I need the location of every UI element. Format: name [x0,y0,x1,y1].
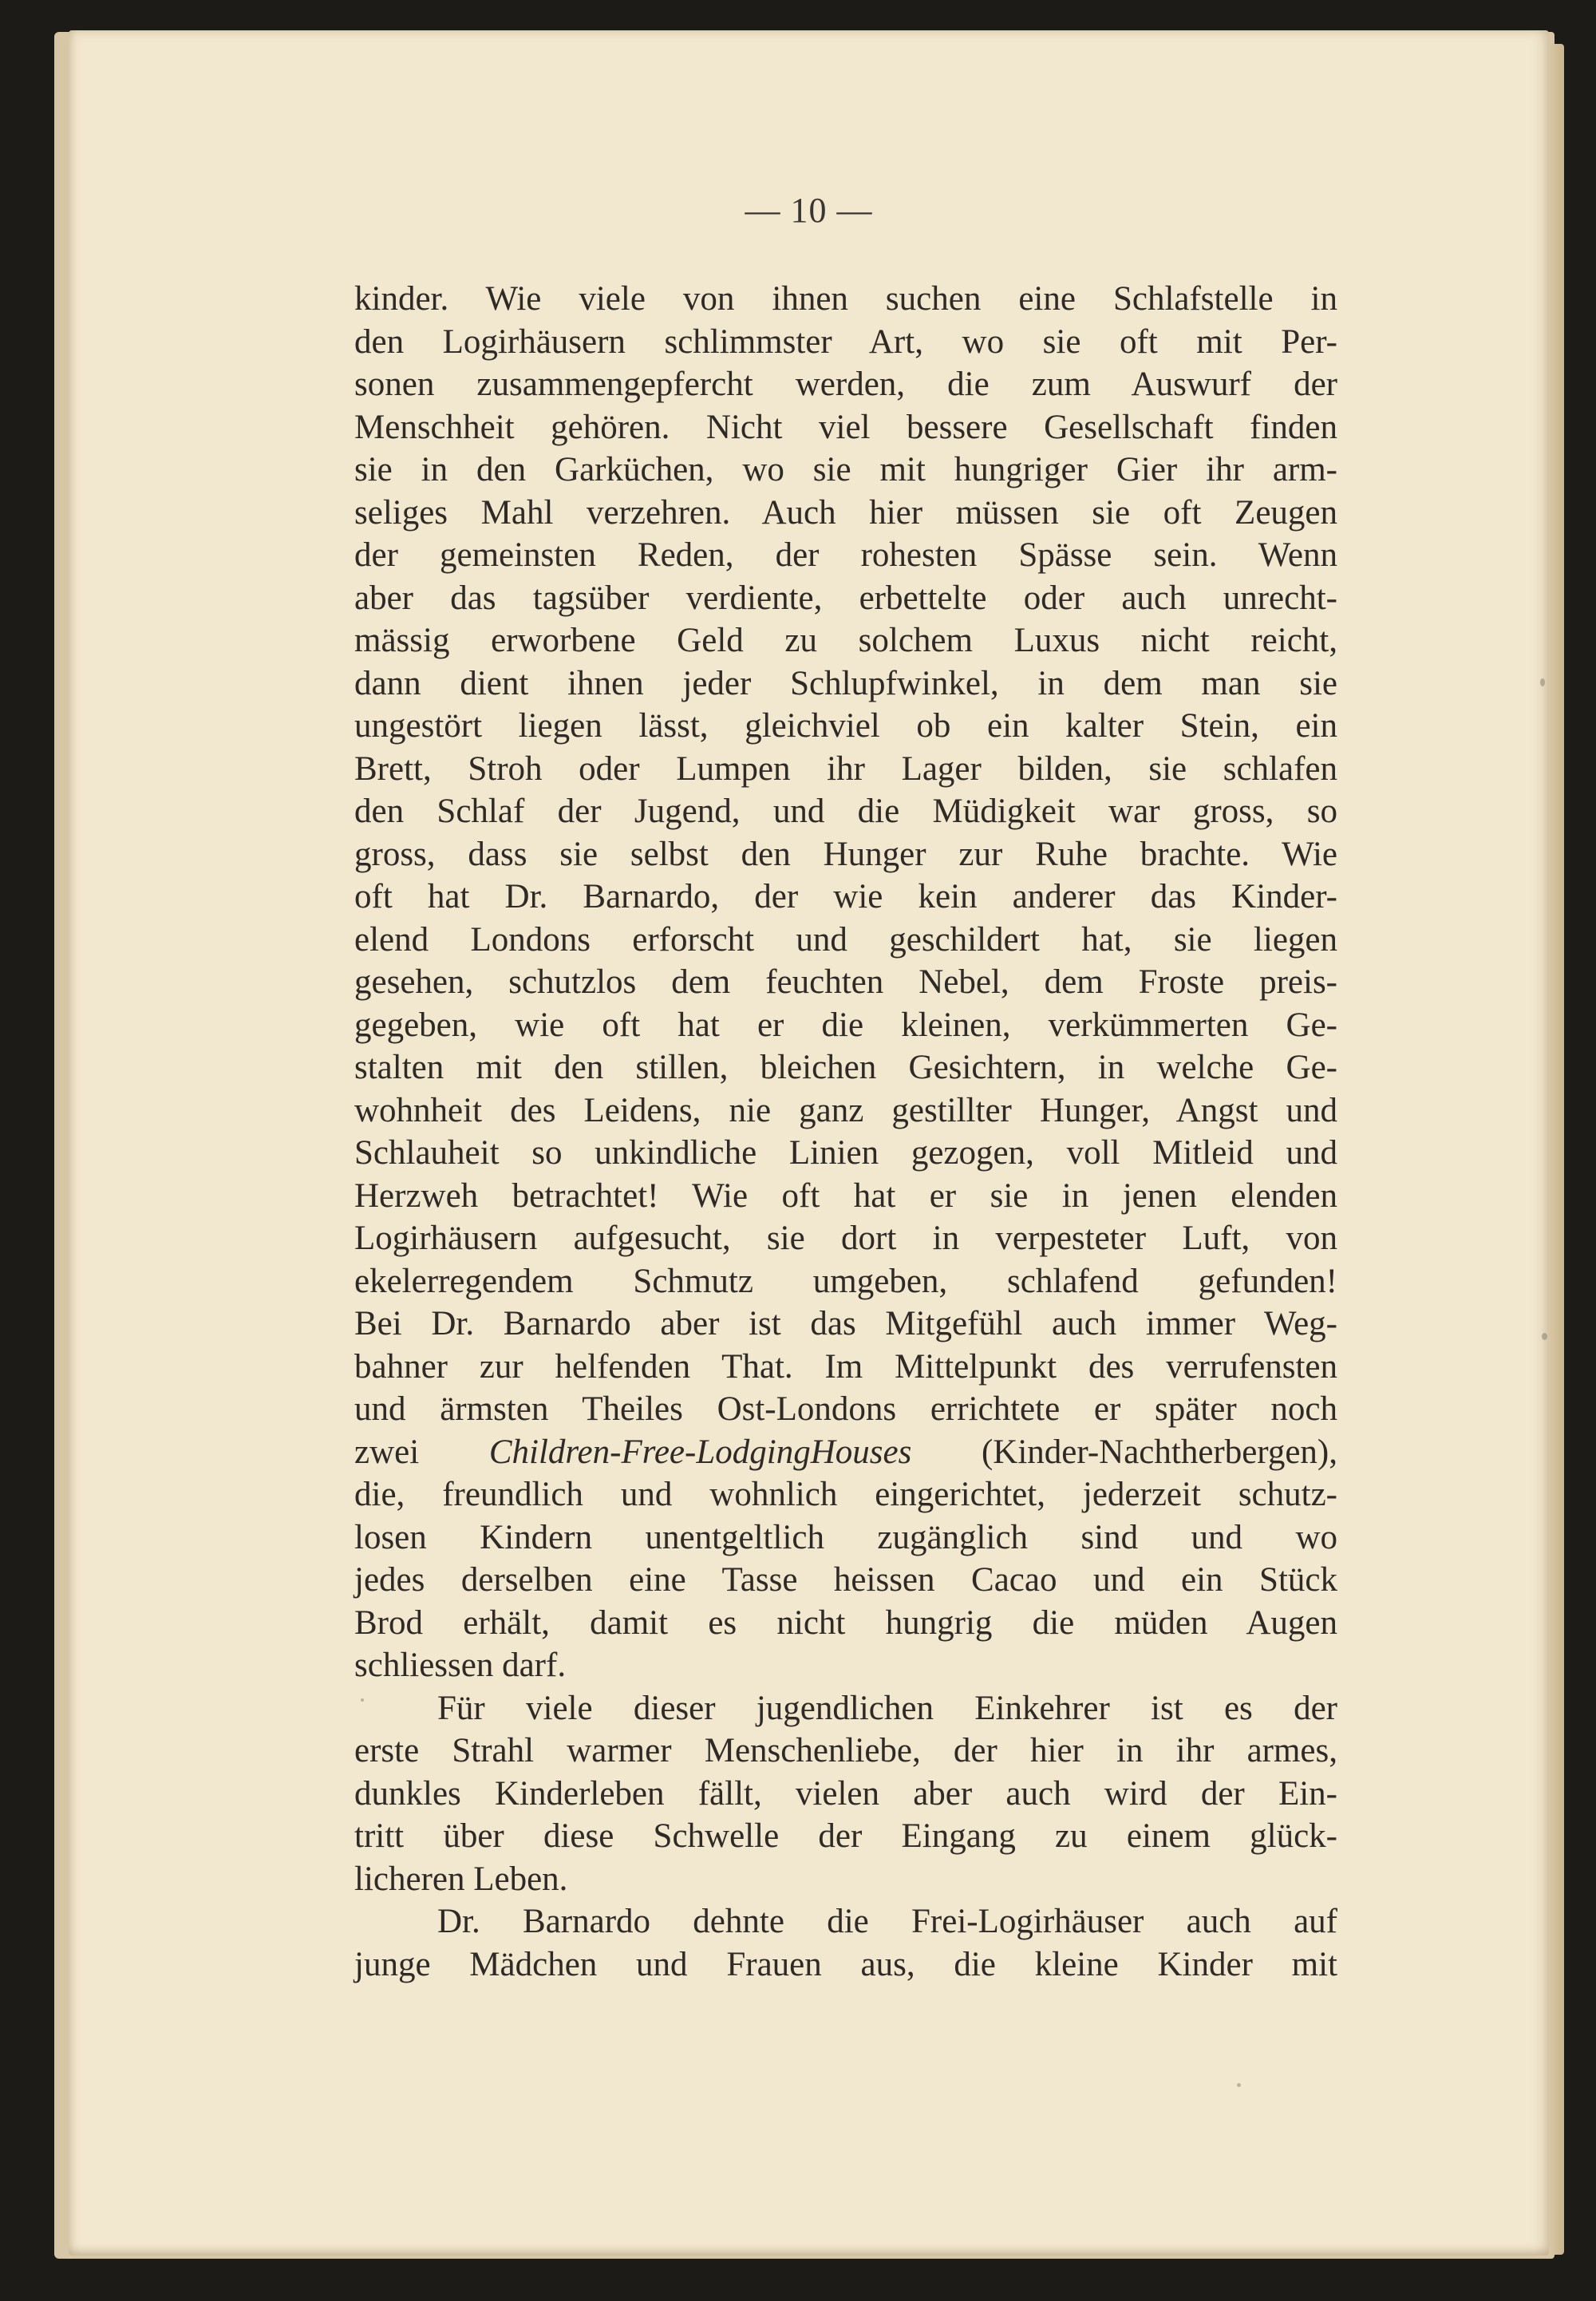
text-line: ekelerregendem Schmutz umgeben, schlafend gefunden! [354,1262,1337,1300]
text-line: Menschheit gehören. Nicht viel bessere Gesellschaft finden [354,408,1337,446]
text-line: oft hat Dr. Barnardo, der wie kein anderer das Kinder- [354,878,1337,915]
page-number: — 10 — [745,191,873,230]
text-line: Herzweh betrachtet! Wie oft hat er sie in jenen elenden [354,1176,1337,1215]
body-text [354,278,1337,1986]
text-line: mässig erworbene Geld zu solchem Luxus nicht reicht, [354,622,1337,659]
text-line: sie in den Garküchen, wo sie mit hungriger Gier ihr arm- [354,451,1337,488]
text-line: Brod erhält, damit es nicht hungrig die müden Augen [354,1603,1337,1642]
italic-term: Children-Free-LodgingHouses [488,1433,912,1471]
text-line: dunkles Kinderleben fällt, vielen aber auch wird der Ein- [354,1774,1337,1813]
text-line: elend Londons erforscht und geschildert hat, sie liegen [354,920,1337,959]
text-line: den Logirhäusern schlimmster Art, wo sie oft mit Per- [354,322,1337,361]
text-line: Für viele dieser jugendlichen Einkehrer ist es der [437,1689,1337,1727]
paper-speck [1540,678,1545,686]
text-line: Brett, Stroh oder Lumpen ihr Lager bilden, sie schlafen [354,749,1337,788]
page-edge [1548,44,1564,2255]
text-line: wohnheit des Leidens, nie ganz gestillter Hunger, Angst und [354,1091,1337,1129]
text-line: ungestört liegen lässt, gleichviel ob ein kalter Stein, ein [354,707,1337,745]
text-line: der gemeinsten Reden, der rohesten Spässe sein. Wenn [354,536,1337,574]
text-line: junge Mädchen und Frauen aus, die kleine Kinder mit [354,1945,1337,1983]
text-line: erste Strahl warmer Menschenliebe, der hier in ihr armes, [354,1732,1337,1769]
text-line: tritt über diese Schwelle der Eingang zu einem glück- [354,1817,1337,1855]
text-line: kinder. Wie viele von ihnen suchen eine Schlafstelle in [354,280,1337,318]
text-line: jedes derselben eine Tasse heissen Cacao und ein Stück [354,1561,1337,1599]
text-line: schliessen darf. [354,1647,567,1684]
text-line: losen Kindern unentgeltlich zugänglich sind und wo [354,1518,1337,1556]
text-line: stalten mit den stillen, bleichen Gesichtern, in welche Ge- [354,1049,1337,1086]
text-line: gross, dass sie selbst den Hunger zur Ruhe brachte. Wie [354,835,1337,873]
text-segment: (Kinder-Nachtherbergen), [911,1433,1338,1471]
text-line: Dr. Barnardo dehnte die Frei-Logirhäuser auch auf [437,1903,1337,1940]
text-line: Logirhäusern aufgesucht, sie dort in verpesteter Luft, von [354,1220,1337,1257]
text-line: aber das tagsüber verdiente, erbettelte oder auch unrecht- [354,579,1337,617]
text-line: seliges Mahl verzehren. Auch hier müssen sie oft Zeugen [354,493,1337,532]
text-line: bahner zur helfenden That. Im Mittelpunkt des verrufensten [354,1347,1337,1386]
text-line-with-italic [354,1431,1337,1474]
text-line: licheren Leben. [354,1860,568,1898]
text-line: die, freundlich und wohnlich eingerichtet, jederzeit schutz- [354,1476,1337,1513]
paper-speck [1542,1333,1547,1340]
text-line: Schlauheit so unkindliche Linien gezogen, voll Mitleid und [354,1134,1337,1172]
text-line: Bei Dr. Barnardo aber ist das Mitgefühl auch immer Weg- [354,1305,1337,1342]
paper-speck [1237,2083,1241,2087]
text-line: dann dient ihnen jeder Schlupfwinkel, in dem man sie [354,664,1337,702]
text-line: sonen zusammengepfercht werden, die zum Auswurf der [354,366,1337,403]
text-segment: zwei [354,1433,489,1471]
text-line: gesehen, schutzlos dem feuchten Nebel, dem Froste preis- [354,963,1337,1001]
paper-speck [361,1698,364,1702]
text-line: den Schlaf der Jugend, und die Müdigkeit war gross, so [354,793,1337,830]
text-line: und ärmsten Theiles Ost-Londons errichtete er später noch [354,1390,1337,1428]
text-line: gegeben, wie oft hat er die kleinen, verkümmerten Ge- [354,1006,1337,1044]
